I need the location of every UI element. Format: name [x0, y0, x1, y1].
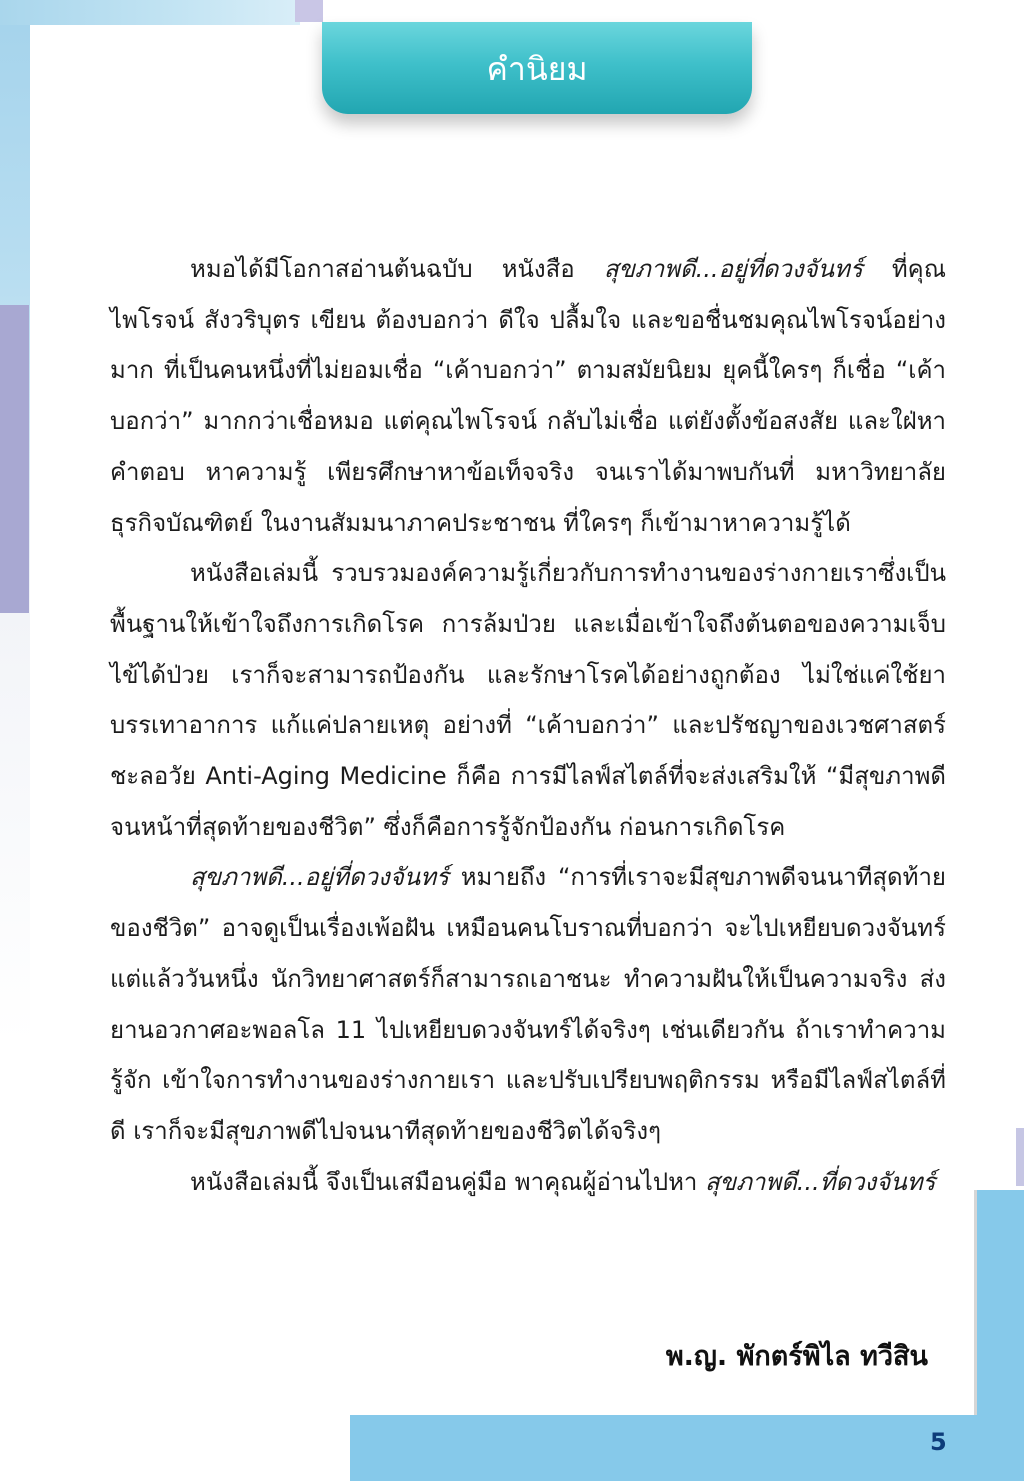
- paragraph-3: [110, 852, 946, 1156]
- page-shadow-edge: [974, 1190, 977, 1415]
- paragraph-4-text: หนังสือเล่มนี้ จึงเป็นเสมือนคู่มือ พาคุณผู้อ่านไปหา: [190, 1167, 706, 1196]
- paragraph-1-text: หมอได้มีโอกาสอ่านต้นฉบับ หนังสือ: [190, 255, 604, 283]
- top-left-decor-accent: [295, 0, 323, 22]
- foreword-body: [110, 244, 946, 1207]
- author-signature: พ.ญ. พักตร์พิไล ทวีสิน: [665, 1341, 928, 1372]
- section-title: คำนิยม: [486, 50, 588, 88]
- paragraph-1-text-cont: ที่คุณไพโรจน์ สังวริบุตร เขียน ต้องบอกว่า ดีใจ ปลื้มใจ และขอชื่นชมคุณไพโรจน์อย่างมาก ที่เป็นคนหนึ่งที่ไม่ยอมเชื่อ “เค้าบอกว่า” ตามสมัยนิยม ยุคนี้ใครๆ ก็เชื่อ “เค้าบอกว่า” มากกว่าเชื่อหมอ แต่คุณไพโรจน์ กลับไม่เชื่อ แต่ยังตั้งข้อสงสัย และใฝ่หาคำตอบ หาความรู้ เพียรศึกษาหาข้อเท็จจริง จนเราได้มาพบกันที่ มหาวิทยาลัยธุรกิจบัณฑิตย์ ในงานสัมมนาภาคประชาชน ที่ใครๆ ก็เข้ามาหาความรู้ได้: [110, 255, 946, 537]
- paragraph-2: [110, 548, 946, 852]
- right-purple-tick: [1016, 1128, 1024, 1186]
- paragraph-1-book-title: สุขภาพดี...อยู่ที่ดวงจันทร์: [603, 255, 863, 283]
- paragraph-2-text: หนังสือเล่มนี้ รวบรวมองค์ความรู้เกี่ยวกับการทำงานของร่างกายเราซึ่งเป็นพื้นฐานให้เข้าใจถึงการเกิดโรค การล้มป่วย และเมื่อเข้าใจถึงต้นตอของความเจ็บไข้ได้ป่วย เราก็จะสามารถป้องกัน และรักษาโรคได้อย่างถูกต้อง ไม่ใช่แค่ใช้ยาบรรเทาอาการ แก้แค่ปลายเหตุ อย่างที่ “เค้าบอกว่า” และปรัชญาของเวชศาสตร์ชะลอวัย Anti-Aging Medicine ก็คือ การมีไลฟ์สไตล์ที่จะส่งเสริมให้ “มีสุขภาพดี จนหน้าที่สุดท้ายของชีวิต” ซึ่งก็คือการรู้จักป้องกัน ก่อนการเกิดโรค: [110, 559, 946, 841]
- top-left-decor-bar: [0, 0, 300, 25]
- paragraph-4-book-title: สุขภาพดี...ที่ดวงจันทร์: [705, 1167, 936, 1196]
- paragraph-4: [110, 1157, 946, 1208]
- page-number: 5: [930, 1428, 947, 1456]
- bottom-blue-band: [350, 1415, 1024, 1481]
- left-purple-band: [0, 305, 29, 613]
- paragraph-1: [110, 244, 946, 548]
- left-decor-strip: [0, 25, 30, 1481]
- paragraph-3-book-title: สุขภาพดี...อยู่ที่ดวงจันทร์: [190, 863, 449, 892]
- section-header-tab: [322, 22, 752, 114]
- paragraph-3-text: หมายถึง “การที่เราจะมีสุขภาพดีจนนาทีสุดท้ายของชีวิต” อาจดูเป็นเรื่องเพ้อฝัน เหมือนคนโบราณที่บอกว่า จะไปเหยียบดวงจันทร์ แต่แล้ววันหนึ่ง นักวิทยาศาสตร์ก็สามารถเอาชนะ ทำความฝันให้เป็นความจริง ส่งยานอวกาศอะพอลโล 11 ไปเหยียบดวงจันทร์ได้จริงๆ เช่นเดียวกัน ถ้าเราทำความรู้จัก เข้าใจการทำงานของร่างกายเรา และปรับเปรียบพฤติกรรม หรือมีไลฟ์สไตล์ที่ดี เราก็จะมีสุขภาพดีไปจนนาทีสุดท้ายของชีวิตได้จริงๆ: [110, 863, 946, 1145]
